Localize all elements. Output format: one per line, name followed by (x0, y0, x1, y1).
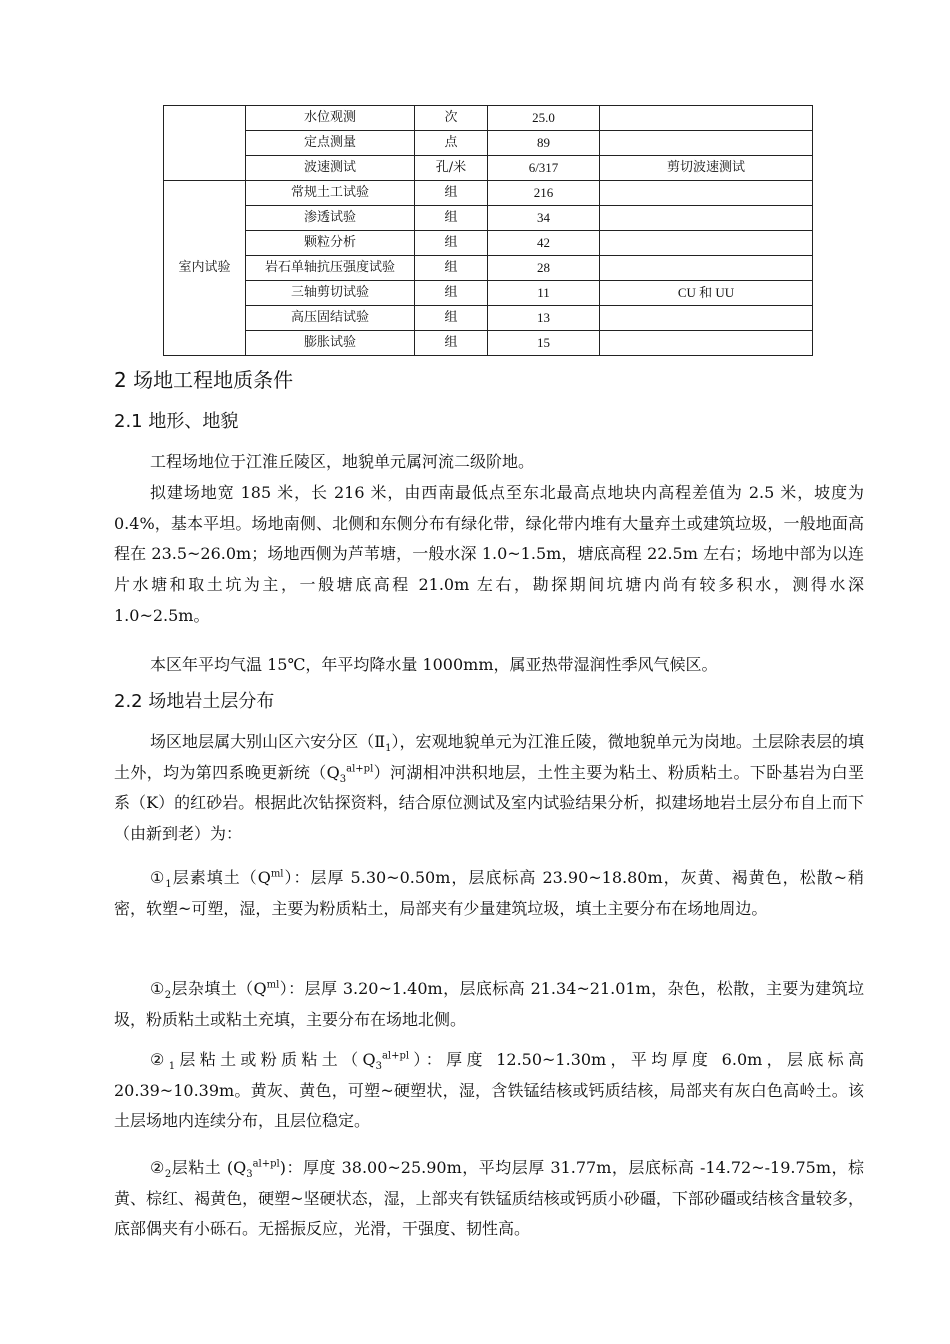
note-cell (600, 181, 813, 206)
paragraph-layer-1-2: $①_2$层杂填土$(Q^{ml})$：层厚 3.20~1.40m，层底标高 21.34~21.01m，杂色，松散，主要为建筑垃圾，粉质粘土或粘土充填，主要分布在场地北侧。 (114, 979, 864, 1029)
unit-cell: 组 (415, 331, 488, 356)
qty-cell: 89 (488, 131, 600, 156)
item-cell: 膨胀试验 (246, 331, 415, 356)
unit-cell: 孔/米 (415, 156, 488, 181)
item-cell: 岩石单轴抗压强度试验 (246, 256, 415, 281)
note-cell (600, 306, 813, 331)
note-cell (600, 331, 813, 356)
group-cell-empty (164, 106, 246, 181)
table-row (164, 156, 813, 181)
paragraph-climate: 本区年平均气温 15℃，年平均降水量 1000mm，属亚热带湿润性季风气候区。 (150, 655, 718, 674)
section-2-1-heading: 2.1 地形、地貌 (114, 411, 239, 432)
unit-cell: 组 (415, 306, 488, 331)
unit-cell: 组 (415, 281, 488, 306)
unit-cell: 组 (415, 231, 488, 256)
table-row (164, 306, 813, 331)
unit-cell: 组 (415, 206, 488, 231)
paragraph-layer-1-1: $①_1$层素填土$(Q^{ml})$：层厚 5.30~0.50m，层底标高 23.90~18.80m，灰黄、褐黄色，松散~稍密，软塑~可塑，湿，主要为粉质粘土，局部夹有少量建筑垃圾，填土主要分布在场地周边。 (114, 868, 864, 918)
item-cell: 高压固结试验 (246, 306, 415, 331)
qty-cell: 15 (488, 331, 600, 356)
table-row (164, 106, 813, 131)
item-cell: 三轴剪切试验 (246, 281, 415, 306)
item-cell: 渗透试验 (246, 206, 415, 231)
table-row (164, 231, 813, 256)
note-cell: 剪切波速测试 (600, 156, 813, 181)
table-row (164, 131, 813, 156)
note-cell (600, 131, 813, 156)
survey-workload-table (163, 105, 813, 356)
item-cell: 波速测试 (246, 156, 415, 181)
paragraph-site-topography: 拟建场地宽 185 米，长 216 米，由西南最低点至东北最高点地块内高程差值为 2.5 米，坡度为 0.4%，基本平坦。场地南侧、北侧和东侧分布有绿化带，绿化带内堆有大量弃土或建筑垃圾，一般地面高程在 23.5~26.0m；场地西侧为芦苇塘，一般水深 1.0~1.5m，塘底高程 22.5m 左右；场地中部为以连片水塘和取土坑为主，一般塘底高程 21.0m 左右，勘探期间坑塘内尚有较多积水，测得水深 1.0~2.5m。 (114, 483, 864, 625)
table-row (164, 181, 813, 206)
qty-cell: 42 (488, 231, 600, 256)
table-row (164, 256, 813, 281)
qty-cell: 34 (488, 206, 600, 231)
table-row (164, 206, 813, 231)
paragraph-layer-2-2: $②_2$层粘土 $(Q_3^{al+pl})$：厚度 38.00~25.90m，平均层厚 31.77m，层底标高 -14.72~-19.75m，棕黄、棕红、褐黄色，硬塑~坚硬状态，湿，上部夹有铁锰质结核或钙质小砂礓，下部砂礓或结核含量较多，底部偶夹有小砾石。无摇振反应，光滑，干强度、韧性高。 (114, 1158, 865, 1239)
qty-cell: 13 (488, 306, 600, 331)
table-row (164, 331, 813, 356)
group-label-cell: 室内试验 (164, 181, 246, 356)
qty-cell: 11 (488, 281, 600, 306)
paragraph-stratigraphy: 场区地层属大别山区六安分区$(Ⅱ_1)$，宏观地貌单元为江淮丘陵，微地貌单元为岗地。土层除表层的填土外，均为第四系晚更新统$(Q_3^{al+pl})$河湖相冲洪积地层，土性主要为粘土、粉质粘土。下卧基岩为白垩系（K）的红砂岩。根据此次钻探资料，结合原位测试及室内试验结果分析，拟建场地岩土层分布自上而下（由新到老）为： (114, 732, 864, 844)
note-cell (600, 256, 813, 281)
unit-cell: 点 (415, 131, 488, 156)
unit-cell: 组 (415, 181, 488, 206)
item-cell: 颗粒分析 (246, 231, 415, 256)
table-row (164, 281, 813, 306)
qty-cell: 25.0 (488, 106, 600, 131)
qty-cell: 28 (488, 256, 600, 281)
note-cell (600, 106, 813, 131)
section-2-heading: 2 场地工程地质条件 (114, 368, 294, 392)
section-2-2-heading: 2.2 场地岩土层分布 (114, 691, 275, 712)
paragraph-landform: 工程场地位于江淮丘陵区，地貌单元属河流二级阶地。 (150, 452, 535, 471)
note-cell (600, 231, 813, 256)
qty-cell: 6/317 (488, 156, 600, 181)
item-cell: 水位观测 (246, 106, 415, 131)
note-cell (600, 206, 813, 231)
qty-cell: 216 (488, 181, 600, 206)
note-cell: CU 和 UU (600, 281, 813, 306)
item-cell: 定点测量 (246, 131, 415, 156)
unit-cell: 组 (415, 256, 488, 281)
item-cell: 常规土工试验 (246, 181, 415, 206)
unit-cell: 次 (415, 106, 488, 131)
paragraph-layer-2-1: $②_1$层粘土或粉质粘土$(Q_3^{al+pl})$：厚度 12.50~1.30m，平均厚度 6.0m，层底标高 20.39~10.39m。黄灰、黄色，可塑~硬塑状，湿，含铁锰结核或钙质结核，局部夹有灰白色高岭土。该土层场地内连续分布，且层位稳定。 (114, 1050, 864, 1131)
